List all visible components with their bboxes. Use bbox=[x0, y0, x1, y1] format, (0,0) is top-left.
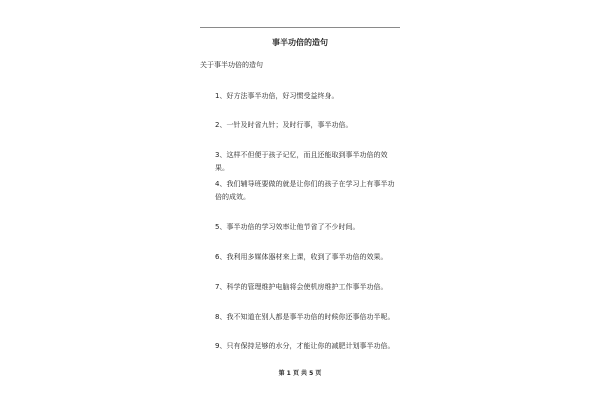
sentence-text: 事半功倍的学习效率让他节省了不少时间。 bbox=[226, 223, 360, 231]
sentence-item bbox=[215, 178, 400, 204]
sentence-text: 好方法事半功倍，好习惯受益终身。 bbox=[226, 92, 339, 100]
sentence-text: 我们辅导班要做的就是让你们的孩子在学习上有事半功倍的成效。 bbox=[215, 180, 395, 201]
sentence-number: 7、 bbox=[215, 283, 227, 291]
sentence-number: 3、 bbox=[215, 151, 227, 159]
sentence-number: 6、 bbox=[215, 253, 227, 261]
sentence-item bbox=[215, 281, 400, 294]
sentence-item bbox=[215, 340, 400, 353]
sentence-text: 只有保持足够的水分，才能让你的减肥计划事半功倍。 bbox=[226, 342, 395, 350]
sentence-number: 8、 bbox=[215, 313, 227, 321]
sentence-number: 5、 bbox=[215, 223, 227, 231]
sentence-text: 这样不但便于孩子记忆，而且还能取到事半功倍的效果。 bbox=[215, 151, 388, 172]
sentence-text: 一针及时省九针；及时行事，事半功倍。 bbox=[226, 121, 353, 129]
document-title: 事半功倍的造句 bbox=[272, 38, 328, 47]
sentence-text: 我不知道在别人都是事半功倍的时候你还事倍功半呢。 bbox=[226, 313, 395, 321]
sentence-item bbox=[215, 90, 400, 103]
sentence-number: 2、 bbox=[215, 121, 227, 129]
intro-line: 关于事半功倍的造句 bbox=[200, 61, 263, 69]
sentence-item bbox=[215, 221, 400, 234]
sentence-number: 1、 bbox=[215, 92, 227, 100]
page-footer: 第 1 页 共 5 页 bbox=[278, 370, 322, 377]
sentence-text: 我利用多媒体器材来上课，收到了事半功倍的效果。 bbox=[226, 253, 388, 261]
sentence-item bbox=[215, 149, 400, 175]
sentence-item bbox=[215, 119, 400, 132]
sentence-item bbox=[215, 251, 400, 264]
sentence-text: 科学的管理维护电脑将会使机房维护工作事半功倍。 bbox=[226, 283, 388, 291]
sentence-item bbox=[215, 311, 400, 324]
sentence-number: 4、 bbox=[215, 180, 227, 188]
sentence-number: 9、 bbox=[215, 342, 227, 350]
